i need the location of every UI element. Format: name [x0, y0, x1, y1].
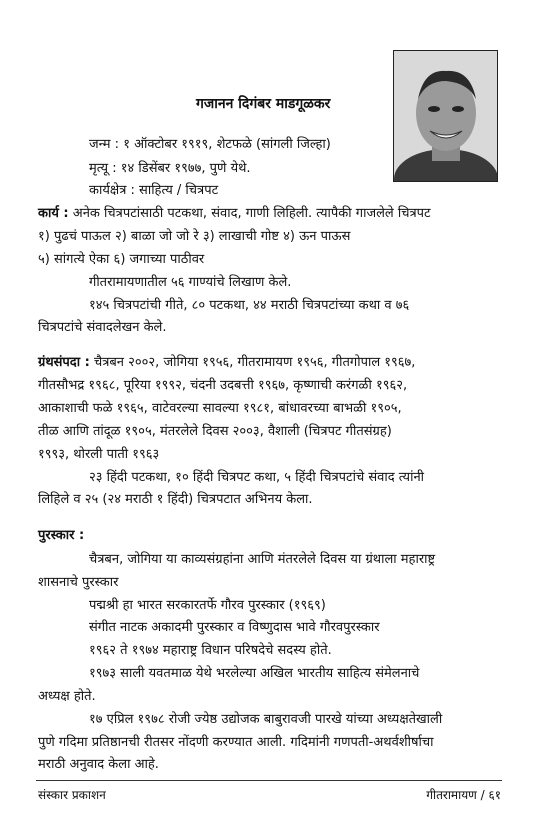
karya-line-4: गीतरामायणातील ५६ गाण्यांचे लिखाण केले. — [89, 275, 292, 290]
bio-death: मृत्यू : १४ डिसेंबर १९७७, पुणे येथे. — [89, 161, 251, 176]
granth-line-1 — [38, 354, 415, 372]
karya-heading: कार्य : — [38, 206, 69, 221]
author-portrait — [393, 50, 498, 182]
granth-line-3: आकाशाची फळे १९६५, वाटेवरल्या सावल्या १९८१, बांधावरच्या बाभळी १९०५, — [38, 401, 402, 416]
puraskar-line-9: पुणे गदिमा प्रतिष्ठानची रीतसर नोंदणी करण्यात आली. गदिमांनी गणपती-अथर्वशीर्षाचा — [38, 735, 434, 750]
bio-field: कार्यक्षेत्र : साहित्य / चित्रपट — [89, 183, 219, 198]
granth-line-6: २३ हिंदी पटकथा, १० हिंदी चित्रपट कथा, ५ हिंदी चित्रपटांचे संवाद त्यांनी — [89, 470, 425, 485]
footer-page-number: गीतरामायण / ६१ — [426, 788, 501, 802]
puraskar-line-6: १९७३ साली यवतमाळ येथे भरलेल्या अखिल भारतीय साहित्य संमेलनाचे — [89, 666, 420, 681]
granth-line-7: लिहिले व २५ (२४ मराठी १ हिंदी) चित्रपटात अभिनय केला. — [38, 492, 313, 507]
footer-divider — [36, 780, 502, 781]
granth-intro: चैत्रबन २००२, जोगिया १९५६, गीतरामायण १९५६, गीतगोपाल १९६७, — [89, 355, 416, 370]
puraskar-line-3: पद्मश्री हा भारत सरकारतर्फे गौरव पुरस्कार (१९६९) — [89, 598, 326, 613]
puraskar-line-5: १९६२ ते १९७४ महाराष्ट्र विधान परिषदेचे सदस्य होते. — [89, 643, 332, 658]
portrait-illustration — [394, 51, 497, 181]
granth-line-5: १९९३, थोरली पाती १९६३ — [38, 447, 160, 462]
karya-line-2: १) पुढचं पाऊल २) बाळा जो जो रे ३) लाखाची गोष्ट ४) ऊन पाऊस — [38, 229, 351, 244]
footer-publisher: संस्कार प्रकाशन — [38, 788, 106, 802]
puraskar-line-7: अध्यक्ष होते. — [38, 689, 96, 704]
karya-line-5: १४५ चित्रपटांची गीते, ८० पटकथा, ४४ मराठी चित्रपटांच्या कथा व ७६ — [89, 298, 410, 313]
granth-line-4: तीळ आणि तांदूळ १९०५, मंतरलेले दिवस २००३, वैशाली (चित्रपट गीतसंग्रह) — [38, 424, 392, 439]
puraskar-line-2: शासनाचे पुरस्कार — [38, 575, 119, 590]
puraskar-line-1: चैत्रबन, जोगिया या काव्यसंग्रहांना आणि मंतरलेले दिवस या ग्रंथाला महाराष्ट्र — [89, 552, 436, 567]
karya-intro: अनेक चित्रपटांसाठी पटकथा, संवाद, गाणी लिहिली. त्यापैकी गाजलेले चित्रपट — [68, 206, 431, 221]
puraskar-line-10: मराठी अनुवाद केला आहे. — [38, 757, 159, 772]
karya-line-1 — [38, 205, 431, 223]
karya-line-6: चित्रपटांचे संवादलेखन केले. — [38, 320, 167, 335]
puraskar-line-4: संगीत नाटक अकादमी पुरस्कार व विष्णुदास भावे गौरवपुरस्कार — [89, 620, 380, 635]
bio-birth: जन्म : १ ऑक्टोबर १९१९, शेटफळे (सांगली जिल्हा) — [89, 137, 331, 152]
puraskar-heading: पुरस्कार : — [38, 528, 85, 543]
karya-line-3: ५) सांगत्ये ऐका ६) जगाच्या पाठीवर — [38, 252, 205, 267]
puraskar-line-8: १७ एप्रिल १९७८ रोजी ज्येष्ठ उद्योजक बाबुरावजी पारखे यांच्या अध्यक्षतेखाली — [89, 712, 443, 727]
granth-line-2: गीतसौभद्र १९६८, पूरिया १९९२, चंदनी उदबत्ती १९६७, कृष्णाची करंगळी १९६२, — [38, 378, 408, 393]
page-title: गजानन दिगंबर माडगूळकर — [196, 96, 331, 112]
granth-heading: ग्रंथसंपदा : — [38, 355, 90, 370]
